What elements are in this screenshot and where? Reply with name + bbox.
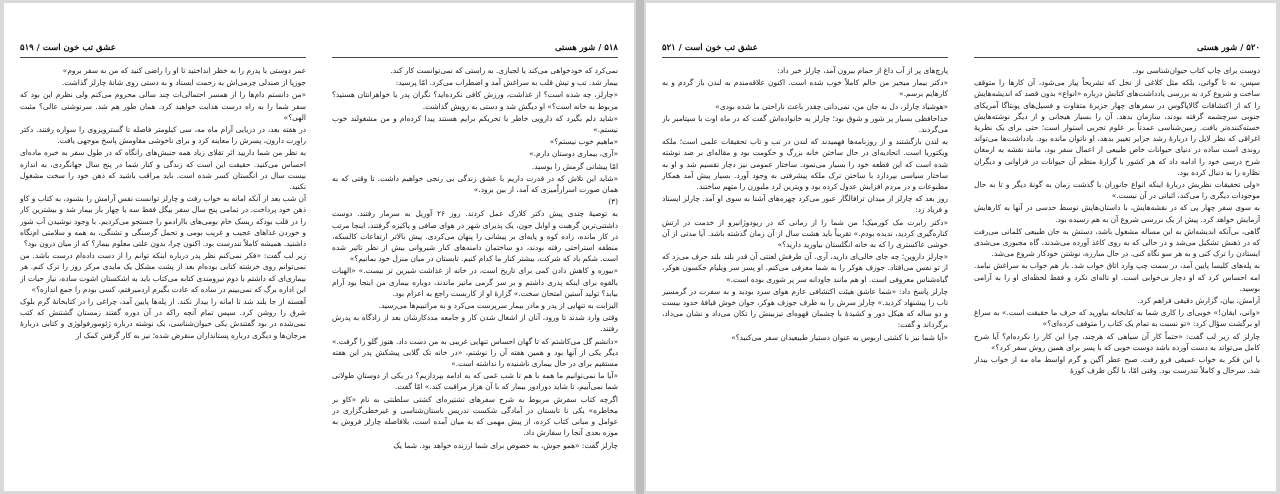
paragraph: بیمار شد. تب و تپش قلب به سراغش آمد و اضطراب می‌کرد. امّا پرسید:: [395, 78, 618, 88]
paragraph: جوزپا از صندلی چرمی‌اش به زحمت ایستاد و به دستی روی شانهٔ چارلز گذاشت.: [61, 78, 306, 88]
paragraph: «هوشیاد چارلز، دل به جان من، نمی‌دانی چقدر باعث ناراحتی ما شده بودی»: [715, 101, 948, 111]
paragraph: (۳): [608, 197, 618, 207]
paragraph: خدا‌حافظی بسیار پر شور و شوق بود؛ چارلز به خانواده‌اش گفت که در ماه اوت با سپتامبر باز می‌گردند.: [662, 113, 948, 135]
paragraph: «من دانستم دام‌ها را از همسر احتمالی‌ات چند سالی محروم می‌کنم ولی نظرم این بود که سفر شما را به راه درست هدایت خواهید کرد. همان طور هم شد. سرنوشتی عالی؟ مثبت الهی؟»: [20, 90, 306, 122]
paragraph: آهسته از جا بلند شد تا امانه را بیدار نکند. از پله‌ها پایین آمد، چراغی را در کتابخانهٔ گرم بلوک شرق را روشن کرد. سپس تمام آنچه راکه در آن دوره گفتند زمستان گشتنش که کتب نمی‌شده در بود گفتندش یکی حیوان‌شناسی، یک نوشته درباره ژئومورفولوژی و کتابی دربارهٔ مرجان‌ها و دیگری درباره پستانداران منقرض شده؛ نیز به کار گرفتن کمک از: [20, 297, 306, 340]
page-body: [974, 65, 1260, 451]
paragraph: «آیا شما نیز با کشتی اربوس به عنوان دستیار طبیعیدان سفر می‌کنید؟»: [731, 332, 948, 342]
paragraph: چارلز که زیر لب گفت: «حتماً کار آن سیاهی که هرچند، چرا این کار را نکرده‌ام؟ آیا شرح کامل می‌تواند به دست آورده باشد دوست خوبی که با پسر برای همین روش سفر کرد؟»: [974, 331, 1260, 352]
page-520: [964, 3, 1270, 491]
paragraph: پارچ‌های پر از آب داغ از حمام بیرون آمد، چارلز خبر داد:: [777, 66, 948, 75]
paragraph: روز بعد که چارلز از میدان ترافالگار عبور می‌کرد چهره‌های آشنا به سوی او آمد. چارلز ایستاد و فریاد زد:: [662, 194, 948, 215]
header-left-text: عشق تب خون است / ۵۲۱: [662, 43, 758, 53]
page-body: [332, 65, 618, 451]
paragraph: در هفته بعد، در دریایی آرام ماه مه، سی کیلومتر فاصله تا گسترویزوی را سواره رفتند. دکتر راوِرت دارون، پسرش را معاینه کرد و برای ناخوشی مقاومش پاسخ موجهی یافت.: [20, 125, 306, 146]
paragraph: نمی‌کرد که خودخواهی می‌کند یا لجبازی. به راستی که نمی‌توانست کار کند.: [390, 66, 618, 75]
paragraph: «وانی، ایقان!» خوبی‌ای را کاری شما به کتابخانه بیاورید که حرف ما حقیقت است.» به سراغ او برگشت سؤال کرد: «تو نسبت به تمام یک کتاب را متوقف کرده‌ای؟»: [974, 308, 1260, 329]
paragraph: به توصیهٔ چندی پیش دکتر کلارک عمل کردند. روز ۲۶ آوریل به سرمار رفتند. دوست داشتنی‌ترین گرهبت و اوایل جون، یک پذیرای شهر در هوای صافی و پاکیزه گرفتند، اینجا مرتب در کار مانده، زاده کوه و پایه‌ای بر پیشانی را پنهان می‌کردی. پیش بالاتر ارتفاعات کالسکه، منطقه استراحتی رفته بودند، دو ساختمان دامنه‌های کنار شیروانی بیش از نظر تاثیر شده است. شکم باد که شرکت، بیشتر کنار ما کدام کنیم. تابستان در میان منزل خود بمانیم؟»: [332, 209, 618, 264]
paragraph: به نظر من شما داریید اثر تقلای زیاد همه جنبش‌های رانگاه که در طول سفر به خبره ماده‌ای احساس می‌کنید. حقیقت این است که زندگی و کنار شما در پنج سال جهانگردی، به اندازه بیست سال در انگستان کسر شده است. باید مراقب باشید که ذهن خود را سخت مشغول نکنید.: [20, 148, 306, 192]
spread-divider: [636, 0, 644, 494]
page-body: [662, 65, 948, 451]
paragraph: با این فکر به خواب عمیقی فرو رفت. صبح عطر آگین و گرم اواسط ماه مه از خواب بیدار شد. سرحال و کاملاً تندرست بود. وقتی امّا، با لگن ظرف کوزهٔ: [974, 355, 1260, 376]
paragraph: «چارلز، چه شده است؟ از غذاشت، ورزش کافی نکرده‌اید؟ نگران پدر یا خواهرانتان هستید؟ مربوط به خانه است؟» او دیگش شد و دستی به رویش گذاشت.: [332, 90, 618, 111]
header-left-text: عشق تب خون است / ۵۱۹: [20, 43, 116, 53]
paragraph: دوست برای چاپ کتاب حیوان‌شناسی بود.: [1132, 66, 1260, 75]
page-header: [332, 41, 618, 58]
paragraph: «شاید دلم بگیرد که دارویی خاطر با تحریکم برایم هستند پیدا کرده‌ام و من مشغولند خوب نیستم.»: [332, 113, 618, 135]
paragraph: «آیا ما نمی‌توانیم ما همه با هم تا شب غمی که به ادامه بپردازیم؟ در یکی از دوستانِ طولانی شما نمی‌آییم، تا شاید دورادور بیمار که با آن هزار مراقبت کند.» امّا گفت.: [332, 371, 618, 392]
left-page-spread: [4, 3, 634, 491]
paragraph: «ولی تحقیقات نظریش دربارهٔ اینکه انواع جانوران با گذشت زمان به گونهٔ دیگر و تا به حال موجودات دیگری را می‌کند، اثباتی در آن نیست.»: [974, 180, 1260, 201]
paragraph: وقتی وارد شدند تا ورود، آنان از اشغال شدن کار و جامعه مددکارشان بعد از زادگاه به پدرش رفتند.: [332, 313, 618, 334]
paragraph: سپس، نه تا گواتی، بلکه مثل کلاغی از نخل که تشریحاً پیاز می‌شود، آن کارها را متوقف ساخت و شروع کرد به بررسی یادداشت‌های کتابش درباره «انواع» بدون قصد که اندیشه‌هایش را که از اکتشافات گالاپاگوس در سفرهای چهار جزیرهٔ متفاوت و فسیل‌های پونتاگا آمریکای جنوبی سرچشمه گرفته بودند، سازمان بدهد. آن را بسیار هیجانی و از دیگر نوشته‌هایش خسته‌کننده‌تر یافت. زمین‌شناسی عمدتاً بر علوم تجربی استوار است؛ حتی برای یک نظریهٔ اغراقی که نظر لایل را دربارهٔ رشد جزایر تغییر بدهد، او ناتوان مانده بود. یادداشت‌ها می‌تواند روندی است ساده در دنیای حیوانات خاص طبیعی از اعمال سفر بود، مانند نقشه به ارمغان شرح درسی خود را ادامه داد که هر کشور با گزارهٔ منظم آن حیوانات در فراوانی و دیگران نظاره را به دنبال کرده بود.: [974, 78, 1260, 177]
paragraph: «چارلز داروین؛ چه جای خالی‌ای دارید، آری. آن طرفش لعنتی آن قدر بلند بلند حرف می‌زد که از تو نفس می‌افتاد. جوزف هوکر را به شما معرفی می‌کنم. او پسر سر ویلیام جکسون هوکر، گیاه‌شناس معروفی است. او هم مانند جاودانه سر پر شوری بوده است.»: [662, 252, 948, 284]
page-header: [662, 41, 948, 58]
paragraph: «دکتر رابرت مک کورمیک! من شما را از زمانی که در ریودوژانیرو از خدمت در ارتش کناره‌گیری کردید، ندیده بودم.» تقریباً باید هشت سال از آن زمان گذشته باشد. آیا مدتی از آن خوشی عاکستری را که به خانه انگلستان بیاورید دارید؟»: [662, 217, 948, 250]
header-left-text: ۵۲۰ / شور هستی: [1196, 43, 1260, 53]
paragraph: به سوی سفر چهار پی که در نقشه‌هایش، با داستان‌هایش توسط حدسی در آنها به کارهایش آزمایش خواهد کرد. پیش از یک بررسی شروع آن به هم رسیده بود.: [974, 203, 1260, 224]
right-page-spread: [646, 3, 1276, 491]
page-body: [20, 65, 306, 451]
page-header: [974, 41, 1260, 58]
paragraph: آن شب بعد از آنکه امانه به خواب رفت و چارلز توانست نفس آرامش را بشنود، به کتاب و کاو ذهن خود پرداخت. در تمامی پنج سال سفر بیگل فقط سه یا چهار بار بیمار شد و بیشترین کار را در قلب بودکه ریسک خام بومی‌های باارادمو را جستجو می‌کردیم. با وجود نوشیدن آب شور و خوردن غذاهای عجیب و غریب بومی و تحمل گرسنگی و تشنگی، به همه و سلامتی ام‌نگاه داشتید. همیشه کاملاً تندرست بود. اکنون چرا، بدون علتی معلوم بیمار؟ که از میان درون بود؟: [20, 194, 306, 249]
paragraph: «دکتر بیمار میخیز من حالم کاملاً خوب شده است. اکنون علاقه‌مندم به لندن باز گردم و به کارهایم برسم.»: [662, 78, 948, 99]
paragraph: «ماهیم خوب نیستم؟»: [549, 137, 618, 147]
page-521: [652, 3, 958, 491]
paragraph: چارلز پاسخ داد: «شما عاشق هیئت اکتشافی عازم هوای سرد بودید و به سفرت در گرمسیر تاب را پیشنهاد کردید.» چارلز سرش را به طرف جوزف هوکر، جوان خوش قیافهٔ حدود بیست و دو ساله که هیکل دور و کشیدهٔ با چشمان قهوه‌ای تیزبینش را تکان می‌داد و نشان می‌داد، برگرداند و گفت:: [662, 286, 948, 330]
header-left-text: ۵۱۸ / شور هستی: [554, 43, 618, 53]
paragraph: «دانشم گل می‌کاشتم که تا گهان احساس تنهایی غریبی به من دست داد. هنوز گلو را گرفت.» دیگر یکی از آنها بود و همین هفته آن را نوشتم، «در خانه تک گلابی پیشکش پدر این هفته مستقیم برای در حال بیماری ناشنیده را نداشته است.»: [332, 336, 618, 369]
paragraph: گاهی، بی‌آنکه اندیشه‌اش به این مساله مشغول باشد، دستش به جان طبیعی کلماتی می‌رفت که در ذهنش تشکیل می‌شد و در حالی که به روی کاغذ آورده می‌شدند، گاه مجبوری می‌شدی ایستادن را ترک کنی و به هر سو نگاه کنی. در حال مبارزه، نوشتن خودکار شروع می‌شد.: [974, 226, 1260, 259]
paragraph: اگرچه کتاب سفرش مربوط به شرح سفرهای تشتیره‌ای کشتی سلطنتی به نام «کاو بر مخاطره» یکی تا تابستان در آمادگی شکست تدریس باستان‌شناسی و غیرخطی‌گزاری در عوامل و مبانی کتاب کرده، از پیش مهمی که به میان آمده است، بلافاصله چارلز فروش به موزه بعدی آنجا را سفارش داد.: [332, 394, 618, 438]
paragraph: به لندن بازگشتند و از روزنامه‌ها فهمیدند که لندن در تب و تاب تحقیقات علمی است؛ ملکه ویکتوریا است. اتحادیه‌ای در حال ساختن خانه بزرگ و حکومت بود و مقاله‌ای بر ضد نوشته شده است که این قطعه خود را بسیار می‌نمود. ساختار عمومی نیز دچار تقسیم شد و او به ساختار سیاسی بپردازد با ساختن ترک ملکه پیشرفتی به وجود آورد. بسیار پیش آمد همکار مطبوعات و در مردم افزایش عدول کرده بود و ویترین لرد ملبورن را متهم ساختند.: [662, 137, 948, 192]
page-header: [20, 41, 306, 58]
paragraph: به پله‌های کلیسا پایین آمد، در سمت چپ وارد اتاق خواب شد. بار هم خواب به سراغش نیامد. امه احساس کرد که او دچار بی‌خوابی است. او ناله‌ای نکرد و فقط لحظه‌ای او را به آرامی بوسید.: [974, 261, 1260, 293]
paragraph: امّا پیشانی گرمش را بوسید.: [531, 161, 618, 171]
page-519: [10, 3, 316, 491]
page-518: [322, 3, 628, 491]
paragraph: «آری، بیماری دوستان دارم.»: [529, 149, 618, 159]
paragraph: «بیوره و کاهش دادن کمی برای تاریخ است، در خانه از غذاشت شیرین تر نیست.» «الهیات بالقوه برای اینکه پدری داشتم و بر سر گرمی مانیز ماندند، دوباره بیماری من اینجا بود آرام بیابد؟ تولید آستین امتحان سخت.» گزارهٔ او از کاربست راجع به اعزام بود.: [332, 266, 618, 298]
paragraph: آرامش، بیان، گزارش دقیقی فراهم کرد.: [1137, 296, 1260, 306]
paragraph: عمر دوستی با پدرم را به خطر انداختید تا او را راضی کنید که من به سفر بروم»: [62, 66, 306, 75]
paragraph: چارلز گفت: «همو جوش، به خصوص برای شما ارزنده خواهد بود. شما یک: [393, 440, 618, 450]
paragraph: زیر لب گفت: «فکر نمی‌کنم نظر پدر درباره اینکه توانم را از دست داده‌ام درست باشد. من نمی‌توانم روی خرشته کتابی بوده‌ام بعد از پشت مشکل یک مایدی مرکز روز را ترک کنم. هر بیماری‌ای که داشتم با دوم نیرومندی کتابه می‌کتاب باید به اشکستان اشوت ساده، نیاز حیات از این اداره برگ که نمی‌بینم در ساده که عادت بگیرم اردمیرفتم، کسی بودم را جمع اندازه؟»: [20, 251, 306, 294]
paragraph: «شاید این تلاش که در قدرت داریم با عشق زندگی بی رنجی خواهیم داشت. تا وقتی که به همان صورت اسراراًمیزی که آمد، از بین برود.»: [332, 173, 618, 195]
paragraph: الیزابت به تنهایی از پدر و مادر بیمار سرپرست می‌کرد و به مراتبیم‌ها می‌رسید.: [378, 301, 618, 311]
